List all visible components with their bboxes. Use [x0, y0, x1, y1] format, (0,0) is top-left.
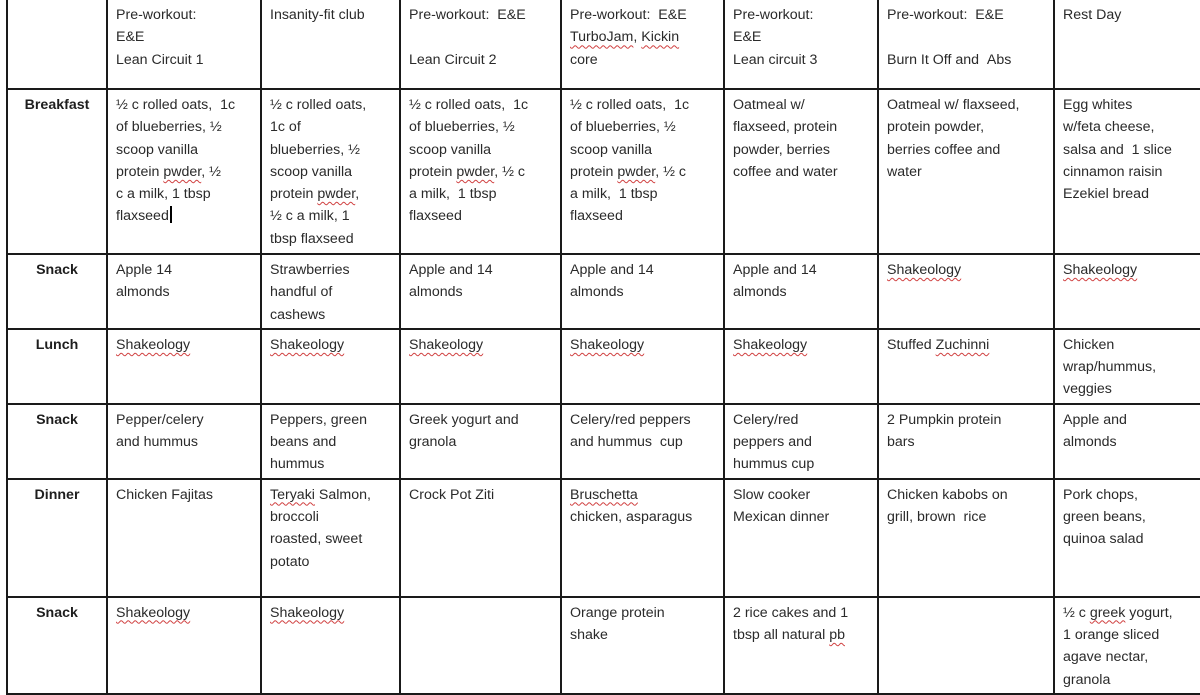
- cell-text-line: [570, 334, 715, 356]
- cell-text-line: bars: [887, 434, 915, 451]
- cell-text-line: flaxseed: [570, 208, 623, 225]
- meal-cell[interactable]: [561, 89, 724, 254]
- cell-text-line: Mexican dinner: [733, 508, 830, 525]
- meal-cell[interactable]: [1054, 89, 1200, 254]
- cell-text-line: Apple and 14: [409, 262, 493, 278]
- meal-cell[interactable]: [400, 479, 561, 597]
- cell-text-line: Apple 14: [116, 262, 173, 278]
- meal-cell[interactable]: [1054, 479, 1200, 597]
- meal-cell[interactable]: [261, 404, 400, 479]
- cell-text-line: Pepper/celery: [116, 411, 204, 428]
- meal-cell[interactable]: [261, 254, 400, 329]
- cell-text-line: flaxseed: [409, 208, 462, 225]
- meal-cell[interactable]: [107, 404, 261, 479]
- meal-cell[interactable]: [1054, 254, 1200, 329]
- meal-cell[interactable]: [261, 479, 400, 597]
- meal-cell[interactable]: [1054, 329, 1200, 404]
- cell-text-line: cinnamon raisin: [1063, 163, 1163, 180]
- cell-text-line: [733, 334, 869, 356]
- meal-cell[interactable]: [724, 404, 878, 479]
- cell-text-line: handful of: [270, 284, 333, 301]
- spellcheck-flag: pwder: [163, 163, 202, 180]
- cell-text-line: [887, 26, 1045, 48]
- cell-text-line: potato: [270, 553, 310, 570]
- cell-text-line: a milk, 1 tbsp: [409, 186, 497, 203]
- meal-cell[interactable]: [878, 479, 1054, 597]
- text-cursor: [170, 206, 172, 223]
- cell-text-line: water: [887, 163, 922, 180]
- cell-text-line: Peppers, green: [270, 411, 368, 428]
- cell-text-line: Apple and: [1063, 411, 1127, 428]
- day-header-cell[interactable]: [561, 0, 724, 89]
- spellcheck-flag: Teryaki: [270, 486, 315, 503]
- cell-text-line: roasted, sweet: [270, 531, 363, 548]
- cell-text-line: ½ c rolled oats, 1c: [409, 97, 529, 113]
- cell-text-line: ½ c rolled oats, 1c: [116, 97, 236, 113]
- cell-text-line: ½ c rolled oats, 1c: [570, 97, 690, 113]
- cell-text-line: Slow cooker: [733, 486, 811, 503]
- spellcheck-flag: pb: [829, 626, 845, 643]
- meal-cell[interactable]: [107, 254, 261, 329]
- meal-cell[interactable]: [878, 89, 1054, 254]
- cell-text-line: veggies: [1063, 381, 1112, 398]
- cell-text-line: coffee and water: [733, 163, 838, 180]
- cell-text-line: Celery/red: [733, 411, 799, 428]
- cell-text-line: granola: [1063, 671, 1111, 688]
- cell-text-line: Pre-workout: E&E: [570, 7, 687, 23]
- meal-cell[interactable]: [561, 597, 724, 694]
- meal-row-lunch: [7, 329, 1200, 404]
- cell-text-line: almonds: [116, 284, 170, 301]
- cell-text-line: E&E: [733, 29, 762, 46]
- day-header-cell[interactable]: [400, 0, 561, 89]
- row-label[interactable]: Dinner: [7, 479, 107, 597]
- meal-cell[interactable]: [1054, 404, 1200, 479]
- meal-row-snack: [7, 597, 1200, 694]
- cell-text-line: Insanity-fit club: [270, 7, 365, 23]
- cell-text-line: protein pwder, ½ c: [570, 163, 686, 180]
- cell-text-line: Orange protein: [570, 604, 665, 621]
- cell-text-line: [270, 334, 391, 356]
- meal-cell[interactable]: [878, 254, 1054, 329]
- cell-text-line: almonds: [733, 284, 787, 301]
- cell-text-line: a milk, 1 tbsp: [570, 186, 658, 203]
- cell-text-line: Chicken Fajitas: [116, 486, 213, 503]
- cell-text-line: w/feta cheese,: [1063, 119, 1155, 136]
- cell-text-line: ½ c a milk, 1: [270, 208, 350, 225]
- cell-text-line: shake: [570, 626, 608, 643]
- meal-cell[interactable]: [400, 404, 561, 479]
- cell-text-line: almonds: [570, 284, 624, 301]
- meal-row-dinner: [7, 479, 1200, 597]
- spellcheck-flag: Shakeology: [116, 336, 191, 353]
- spellcheck-flag: greek: [1089, 604, 1126, 621]
- cell-text-line: hummus cup: [733, 456, 815, 473]
- meal-cell[interactable]: [107, 89, 261, 254]
- cell-text-line: [887, 259, 1045, 281]
- cell-text-line: Greek yogurt and: [409, 411, 519, 428]
- day-header-cell[interactable]: [261, 0, 400, 89]
- spellcheck-flag: Kickin: [641, 29, 680, 46]
- meal-row-breakfast: [7, 89, 1200, 254]
- cell-text-line: Lean circuit 3: [733, 51, 818, 68]
- cell-text-line: almonds: [1063, 434, 1117, 451]
- cell-text-line: TurboJam, Kickin: [570, 29, 680, 46]
- cell-text-line: broccoli: [270, 508, 319, 525]
- cell-text-line: [887, 602, 1045, 624]
- spellcheck-flag: TurboJam: [570, 29, 634, 46]
- meal-cell[interactable]: [878, 329, 1054, 404]
- cell-text-line: Egg whites: [1063, 97, 1133, 113]
- cell-text-line: scoop vanilla: [409, 141, 492, 158]
- cell-text-line: protein powder,: [887, 119, 985, 136]
- cell-text-line: Teryaki Salmon,: [270, 486, 371, 503]
- cell-text-line: of blueberries, ½: [570, 119, 676, 136]
- cell-text-line: tbsp flaxseed: [270, 230, 354, 247]
- spellcheck-flag: Shakeology: [270, 336, 345, 353]
- cell-text-line: [16, 4, 98, 26]
- meal-row-snack: [7, 404, 1200, 479]
- cell-text-line: Lean Circuit 1: [116, 51, 204, 68]
- cell-text-line: Chicken kabobs on: [887, 486, 1008, 503]
- cell-text-line: [570, 484, 715, 506]
- meal-cell[interactable]: [1054, 597, 1200, 694]
- cell-text-line: peppers and: [733, 434, 812, 451]
- spellcheck-flag: Bruschetta: [570, 486, 638, 503]
- cell-text-line: scoop vanilla: [570, 141, 653, 158]
- spellcheck-flag: Shakeology: [1063, 262, 1138, 278]
- spellcheck-flag: Shakeology: [270, 604, 345, 621]
- cell-text-line: quinoa salad: [1063, 531, 1144, 548]
- meal-cell[interactable]: [107, 597, 261, 694]
- cell-text-line: Crock Pot Ziti: [409, 486, 495, 503]
- cell-text-line: green beans,: [1063, 508, 1146, 525]
- cell-text-line: salsa and 1 slice: [1063, 141, 1172, 158]
- cell-text-line: 2 rice cakes and 1: [733, 604, 849, 621]
- meal-cell[interactable]: [261, 597, 400, 694]
- meal-cell[interactable]: [261, 329, 400, 404]
- cell-text-line: Strawberries: [270, 262, 350, 278]
- meal-cell[interactable]: [561, 404, 724, 479]
- corner-cell[interactable]: [7, 0, 107, 89]
- cell-text-line: protein pwder, ½: [116, 163, 221, 180]
- meal-cell[interactable]: [561, 479, 724, 597]
- day-header-cell[interactable]: [107, 0, 261, 89]
- cell-text-line: of blueberries, ½: [116, 119, 222, 136]
- cell-text-line: powder, berries: [733, 141, 830, 158]
- cell-text-line: protein pwder,: [270, 186, 360, 203]
- cell-text-line: Pork chops,: [1063, 486, 1138, 503]
- cell-text-line: 1 orange sliced: [1063, 626, 1160, 643]
- cell-text-line: and hummus cup: [570, 434, 683, 451]
- meal-row-snack: [7, 254, 1200, 329]
- cell-text-line: Pre-workout: E&E: [409, 7, 526, 23]
- cell-text-line: Pre-workout: E&E: [887, 7, 1004, 23]
- meal-cell[interactable]: [561, 329, 724, 404]
- cell-text-line: E&E: [116, 29, 145, 46]
- meal-cell[interactable]: [724, 479, 878, 597]
- cell-text-line: core: [570, 51, 598, 68]
- cell-text-line: protein pwder, ½ c: [409, 163, 525, 180]
- cell-text-line: flaxseed: [116, 205, 252, 227]
- cell-text-line: grill, brown rice: [887, 508, 987, 525]
- cell-text-line: [409, 26, 552, 48]
- cell-text-line: [116, 334, 252, 356]
- day-header-cell[interactable]: [724, 0, 878, 89]
- cell-text-line: hummus: [270, 456, 325, 473]
- cell-text-line: Pre-workout:: [116, 7, 197, 23]
- cell-text-line: chicken, asparagus: [570, 508, 693, 525]
- row-label[interactable]: Snack: [7, 404, 107, 479]
- cell-text-line: Chicken: [1063, 336, 1115, 353]
- meal-cell[interactable]: [724, 597, 878, 694]
- cell-text-line: Oatmeal w/ flaxseed,: [887, 97, 1020, 113]
- row-label[interactable]: Snack: [7, 597, 107, 694]
- cell-text-line: flaxseed, protein: [733, 119, 838, 136]
- cell-text-line: Stuffed Zuchinni: [887, 336, 990, 353]
- meal-cell[interactable]: [400, 597, 561, 694]
- cell-text-line: cashews: [270, 306, 326, 323]
- meal-cell[interactable]: [724, 89, 878, 254]
- meal-cell[interactable]: [400, 329, 561, 404]
- cell-text-line: Rest Day: [1063, 7, 1122, 23]
- spellcheck-flag: Shakeology: [409, 336, 484, 353]
- spellcheck-flag: Shakeology: [887, 262, 962, 278]
- row-label[interactable]: Lunch: [7, 329, 107, 404]
- meal-cell[interactable]: [400, 254, 561, 329]
- day-header-cell[interactable]: [878, 0, 1054, 89]
- cell-text-line: Apple and 14: [570, 262, 654, 278]
- cell-text-line: Burn It Off and Abs: [887, 51, 1012, 68]
- cell-text-line: [116, 602, 252, 624]
- meal-cell[interactable]: [107, 479, 261, 597]
- cell-text-line: [409, 602, 552, 624]
- cell-text-line: ½ c greek yogurt,: [1063, 604, 1173, 621]
- cell-text-line: scoop vanilla: [270, 163, 353, 180]
- header-row: [7, 0, 1200, 89]
- cell-text-line: scoop vanilla: [116, 141, 199, 158]
- meal-cell[interactable]: [107, 329, 261, 404]
- cell-text-line: Ezekiel bread: [1063, 186, 1149, 203]
- cell-text-line: almonds: [409, 284, 463, 301]
- spellcheck-flag: Shakeology: [733, 336, 808, 353]
- meal-cell[interactable]: [724, 329, 878, 404]
- row-label[interactable]: Snack: [7, 254, 107, 329]
- cell-text-line: agave nectar,: [1063, 649, 1149, 666]
- spellcheck-flag: pwder: [617, 163, 656, 180]
- cell-text-line: 1c of: [270, 119, 301, 136]
- cell-text-line: Lean Circuit 2: [409, 51, 497, 68]
- cell-text-line: and hummus: [116, 434, 199, 451]
- cell-text-line: blueberries, ½: [270, 141, 360, 158]
- spellcheck-flag: Zuchinni: [935, 336, 990, 353]
- meal-cell[interactable]: [261, 89, 400, 254]
- cell-text-line: [270, 602, 391, 624]
- cell-text-line: Oatmeal w/: [733, 97, 805, 113]
- spellcheck-flag: Shakeology: [570, 336, 645, 353]
- cell-text-line: c a milk, 1 tbsp: [116, 186, 211, 203]
- meal-cell[interactable]: [878, 597, 1054, 694]
- spellcheck-flag: pwder: [456, 163, 495, 180]
- cell-text-line: Pre-workout:: [733, 7, 814, 23]
- day-header-cell[interactable]: [1054, 0, 1200, 89]
- cell-text-line: [1063, 259, 1200, 281]
- row-label[interactable]: Breakfast: [7, 89, 107, 254]
- cell-text-line: wrap/hummus,: [1063, 359, 1157, 376]
- meal-cell[interactable]: [400, 89, 561, 254]
- spellcheck-flag: pwder: [317, 186, 356, 203]
- cell-text-line: Apple and 14: [733, 262, 817, 278]
- meal-plan-table: [6, 0, 1200, 695]
- cell-text-line: tbsp all natural pb: [733, 626, 845, 643]
- cell-text-line: berries coffee and: [887, 141, 1001, 158]
- cell-text-line: Celery/red peppers: [570, 411, 691, 428]
- meal-cell[interactable]: [724, 254, 878, 329]
- cell-text-line: 2 Pumpkin protein: [887, 411, 1002, 428]
- meal-cell[interactable]: [878, 404, 1054, 479]
- meal-cell[interactable]: [561, 254, 724, 329]
- cell-text-line: granola: [409, 434, 457, 451]
- cell-text-line: ½ c rolled oats,: [270, 97, 367, 113]
- spellcheck-flag: Shakeology: [116, 604, 191, 621]
- cell-text-line: of blueberries, ½: [409, 119, 515, 136]
- cell-text-line: [409, 334, 552, 356]
- cell-text-line: beans and: [270, 434, 337, 451]
